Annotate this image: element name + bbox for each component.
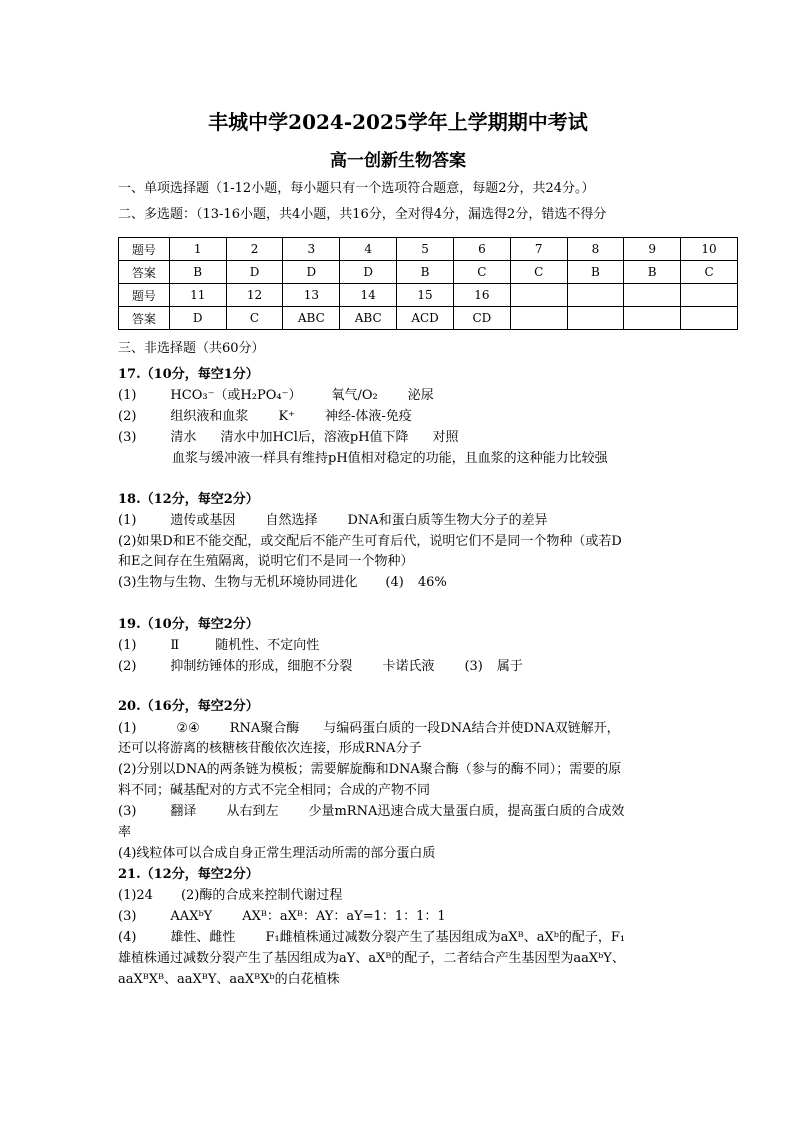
table-cell: C — [226, 307, 283, 330]
q17-line-4: 血浆与缓冲液一样具有维持pH值相对稳定的功能，且血浆的这种能力比较强 — [172, 451, 608, 466]
table-cell — [624, 307, 681, 330]
table-row — [119, 284, 738, 307]
answer-text: 卡诺氏液 — [382, 659, 435, 674]
q21-line-3 — [118, 929, 625, 947]
table-cell — [681, 307, 738, 330]
table-cell: C — [510, 261, 567, 284]
answer-text: 抑制纺锤体的形成，细胞不分裂 — [170, 659, 353, 674]
answer-text: (2)酶的合成来控制代谢过程 — [180, 888, 343, 903]
table-cell: 11 — [169, 284, 226, 307]
table-cell: B — [624, 261, 681, 284]
table-cell: CD — [453, 307, 510, 330]
table-cell: D — [226, 261, 283, 284]
section-3-heading: 三、非选择题（共60分） — [118, 341, 265, 356]
table-cell — [567, 284, 624, 307]
table-cell: ABC — [340, 307, 397, 330]
answer-text: AXᴮ：aXᴮ：AY：aY=1：1：1：1 — [242, 909, 446, 924]
answer-text: (1)24 — [118, 888, 153, 903]
table-cell: 3 — [283, 238, 340, 261]
answer-text: 与编码蛋白质的一段DNA结合并使DNA双链解开， — [323, 721, 620, 736]
answer-text: AAXᵇY — [170, 909, 213, 924]
table-cell: 13 — [283, 284, 340, 307]
answer-text: DNA和蛋白质等生物大分子的差异 — [347, 513, 548, 528]
q21-line-1 — [118, 887, 342, 905]
q20-line-1 — [118, 720, 620, 738]
q17-line-1 — [118, 387, 434, 405]
q18-heading: 18.（12分，每空2分） — [118, 492, 259, 507]
answer-text: 46% — [417, 575, 447, 590]
item-number: (3) — [464, 659, 483, 674]
item-number: (4) — [385, 575, 404, 590]
q21-heading: 21.（12分，每空2分） — [118, 867, 259, 882]
item-number: (3) — [118, 430, 137, 445]
answer-text: 从右到左 — [226, 804, 279, 819]
q17-line-3 — [118, 429, 459, 447]
answer-text: K⁺ — [278, 409, 296, 424]
table-cell: 9 — [624, 238, 681, 261]
q20-line-7: (4)线粒体可以合成自身正常生理活动所需的部分蛋白质 — [118, 846, 436, 861]
table-cell: 题号 — [119, 238, 170, 261]
item-number: (2) — [118, 409, 137, 424]
q17-heading: 17.（10分，每空1分） — [118, 367, 259, 382]
section-1-heading: 一、单项选择题（1-12小题，每小题只有一个选项符合题意，每题2分，共24分。） — [118, 181, 595, 196]
answer-text: 神经-体液-免疫 — [325, 409, 412, 424]
item-number: (3) — [118, 909, 137, 924]
answer-text: 雄性、雌性 — [170, 930, 236, 945]
table-cell — [681, 284, 738, 307]
q20-line-4: 料不同；碱基配对的方式不完全相同；合成的产物不同 — [118, 783, 431, 798]
item-number: (1) — [118, 638, 137, 653]
page-subtitle: 高一创新生物答案 — [330, 151, 466, 171]
table-cell: 5 — [397, 238, 454, 261]
q19-heading: 19.（10分，每空2分） — [118, 617, 259, 632]
table-cell: 12 — [226, 284, 283, 307]
table-cell: B — [169, 261, 226, 284]
table-cell: 1 — [169, 238, 226, 261]
q18-line-2: (2)如果D和E不能交配，或交配后不能产生可育后代，说明它们不是同一个物种（或若D — [118, 534, 622, 549]
q17-line-2 — [118, 408, 412, 426]
item-number: (3) — [118, 804, 137, 819]
table-cell: 15 — [397, 284, 454, 307]
table-cell: 6 — [453, 238, 510, 261]
q20-line-2: 还可以将游离的核糖核苷酸依次连接，形成RNA分子 — [118, 741, 422, 756]
table-cell: 8 — [567, 238, 624, 261]
q20-heading: 20.（16分，每空2分） — [118, 699, 259, 714]
answer-text: 随机性、不定向性 — [215, 638, 320, 653]
answer-text: 清水中加HCl后，溶液pH值下降 — [220, 430, 409, 445]
answer-table — [118, 237, 738, 330]
q18-line-1 — [118, 512, 548, 530]
q20-line-3: (2)分别以DNA的两条链为模板；需要解旋酶和DNA聚合酶（参与的酶不同）；需要的原 — [118, 762, 622, 777]
table-cell — [567, 307, 624, 330]
page-title: 丰城中学2024-2025学年上学期期中考试 — [208, 110, 588, 134]
q21-line-2 — [118, 908, 446, 926]
answer-text: 属于 — [496, 659, 523, 674]
q21-line-5: aaXᴮXᴮ、aaXᴮY、aaXᴮXᵇ的白花植株 — [118, 972, 340, 987]
section-2-heading: 二、多选题：（13-16小题，共4小题，共16分，全对得4分，漏选得2分，错选不得分 — [118, 207, 607, 222]
answer-text: 氧气/O₂ — [331, 388, 378, 403]
answer-text: 少量mRNA迅速合成大量蛋白质，提高蛋白质的合成效 — [308, 804, 625, 819]
table-cell: D — [283, 261, 340, 284]
q20-line-5 — [118, 803, 624, 821]
table-cell — [510, 307, 567, 330]
answer-text: 自然选择 — [265, 513, 318, 528]
answer-text: 泌尿 — [407, 388, 434, 403]
table-row — [119, 307, 738, 330]
answer-text: ②④ — [176, 721, 200, 736]
table-cell: B — [567, 261, 624, 284]
answer-text: 对照 — [432, 430, 459, 445]
table-cell: 答案 — [119, 307, 170, 330]
answer-text: (3)生物与生物、生物与无机环境协同进化 — [118, 575, 358, 590]
table-cell — [624, 284, 681, 307]
q21-line-4: 雄植株通过减数分裂产生了基因组成为aY、aXᴮ的配子，二者结合产生基因型为aaXᵇY、 — [118, 951, 625, 966]
table-cell: 10 — [681, 238, 738, 261]
q18-line-4 — [118, 574, 447, 592]
table-cell: D — [340, 261, 397, 284]
table-cell: ABC — [283, 307, 340, 330]
table-cell: ACD — [397, 307, 454, 330]
table-cell: 14 — [340, 284, 397, 307]
answer-text: 遗传或基因 — [170, 513, 236, 528]
item-number: (2) — [118, 659, 137, 674]
table-cell: 16 — [453, 284, 510, 307]
table-cell: 7 — [510, 238, 567, 261]
table-row — [119, 238, 738, 261]
table-cell: C — [453, 261, 510, 284]
answer-text: F₁雌植株通过减数分裂产生了基因组成为aXᴮ、aXᵇ的配子，F₁ — [265, 930, 626, 945]
table-cell: 2 — [226, 238, 283, 261]
item-number: (1) — [118, 721, 137, 736]
q19-line-2 — [118, 658, 523, 676]
table-cell: B — [397, 261, 454, 284]
table-cell: D — [169, 307, 226, 330]
answer-text: 清水 — [170, 430, 197, 445]
item-number: (1) — [118, 388, 137, 403]
item-number: (4) — [118, 930, 137, 945]
answer-text: HCO₃⁻（或H₂PO₄⁻） — [170, 388, 302, 403]
table-cell: 题号 — [119, 284, 170, 307]
item-number: (1) — [118, 513, 137, 528]
answer-text: 翻译 — [170, 804, 197, 819]
q19-line-1 — [118, 637, 319, 655]
q20-line-6: 率 — [118, 825, 132, 840]
q18-line-3: 和E之间存在生殖隔离，说明它们不是同一个物种） — [118, 554, 414, 569]
answer-text: 组织液和血浆 — [170, 409, 249, 424]
answer-text: RNA聚合酶 — [229, 721, 300, 736]
table-cell: C — [681, 261, 738, 284]
table-cell — [510, 284, 567, 307]
table-row — [119, 261, 738, 284]
table-cell: 4 — [340, 238, 397, 261]
table-cell: 答案 — [119, 261, 170, 284]
answer-text: Ⅱ — [170, 638, 180, 653]
